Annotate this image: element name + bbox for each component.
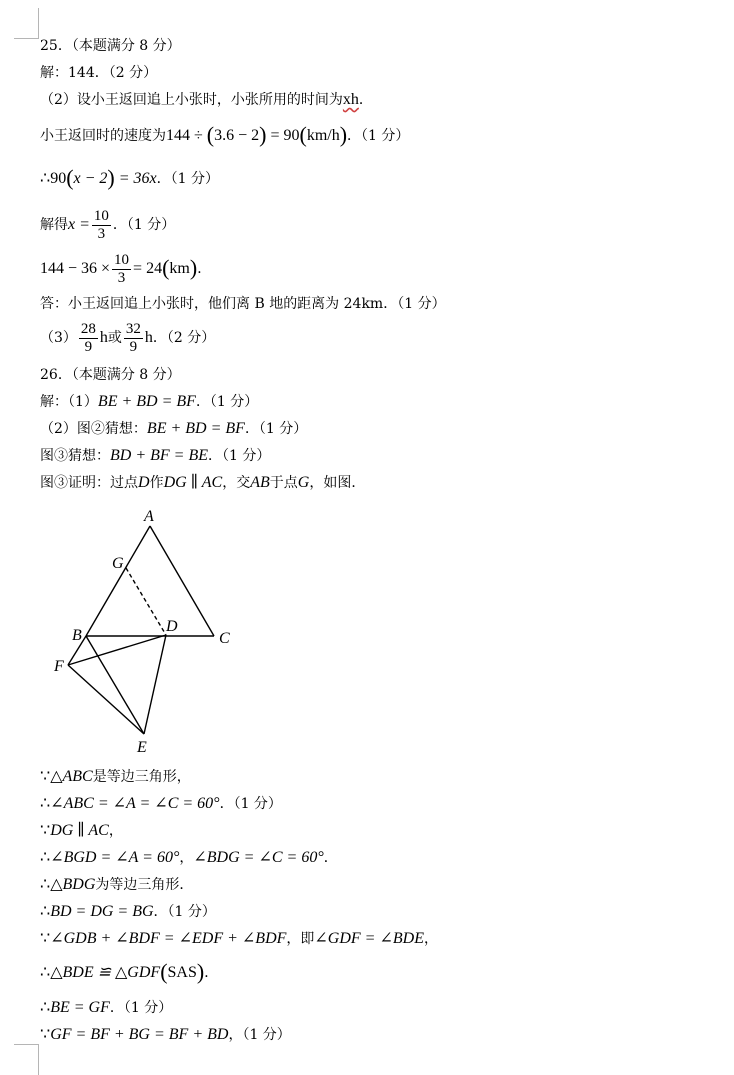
- segment-AC: [150, 526, 214, 636]
- fraction-10-3: $\frac{10}{3}$: [93, 207, 109, 242]
- label-F: F: [54, 658, 64, 675]
- segment-DE: [144, 635, 166, 734]
- label-A: A: [144, 508, 154, 525]
- q25-distance-line: 144 − 36 × $\frac{10}{3}$ = 24(km)．: [40, 251, 212, 286]
- q25-header: 25．（本题满分 8 分）: [40, 38, 181, 54]
- geometry-figure: [44, 500, 244, 760]
- q25-part2-intro: （2）设小王返回追上小张时，小张所用的时间为xh．: [40, 91, 373, 108]
- proof-step-10: ∵GF = BF + BG = BF + BD，（1 分）: [40, 1026, 291, 1043]
- q26-proof-intro: 图③证明：过点D作DG ∥ AC，交AB于点G，如图．: [40, 474, 366, 491]
- proof-step-7: ∵∠GDB + ∠BDF = ∠EDF + ∠BDF，即∠GDF = ∠BDE，: [40, 930, 438, 947]
- segment-FD: [68, 635, 166, 665]
- fraction-28-9: $\frac{28}{9}$: [80, 320, 96, 355]
- proof-step-5: ∴△BDG为等边三角形．: [40, 876, 194, 893]
- proof-step-4: ∴∠BGD = ∠A = 60°，∠BDG = ∠C = 60°．: [40, 849, 338, 866]
- fraction-32-9: $\frac{32}{9}$: [125, 320, 141, 355]
- proof-step-9: ∴BE = GF．（1 分）: [40, 999, 173, 1016]
- q25-speed-line: 小王返回时的速度为144 ÷ (3.6 − 2) = 90(km/h)．（1 分）: [40, 122, 410, 147]
- segment-GD-dashed: [126, 568, 166, 635]
- q25-final-answer: 答：小王返回追上小张时，他们离 B 地的距离为 24km．（1 分）: [40, 296, 446, 312]
- proof-step-8: ∴△BDE ≌ △GDF(SAS)．: [40, 959, 219, 984]
- segment-FE: [68, 665, 144, 734]
- segment-AB: [86, 526, 150, 636]
- q25-answer-1: 解：144．（2 分）: [40, 65, 158, 81]
- label-D: D: [166, 618, 178, 635]
- proof-step-6: ∴BD = DG = BG．（1 分）: [40, 903, 216, 920]
- proof-step-1: ∵△ABC是等边三角形，: [40, 768, 191, 785]
- q26-part1: 解：（1）BE + BD = BF．（1 分）: [40, 393, 259, 410]
- q26-fig3-conjecture: 图③猜想：BD + BF = BE．（1 分）: [40, 447, 271, 464]
- q25-equation-line: ∴90(x − 2) = 36x．（1 分）: [40, 165, 220, 190]
- label-B: B: [72, 627, 82, 644]
- q26-header: 26．（本题满分 8 分）: [40, 367, 181, 383]
- page-corner-mark-top: [14, 8, 39, 39]
- proof-step-2: ∴∠ABC = ∠A = ∠C = 60°．（1 分）: [40, 795, 282, 812]
- q25-solve-line: 解得x = $\frac{10}{3}$ ．（1 分）: [40, 207, 176, 242]
- page-corner-mark-bottom: [14, 1044, 39, 1075]
- q26-part2: （2）图②猜想：BE + BD = BF．（1 分）: [40, 420, 308, 437]
- proof-step-3: ∵DG ∥ AC，: [40, 822, 123, 839]
- label-G: G: [112, 555, 124, 572]
- fraction-10-3-distance: $\frac{10}{3}$: [114, 251, 130, 286]
- label-E: E: [137, 739, 147, 756]
- q25-part3: （3） $\frac{28}{9}$ h或 $\frac{32}{9}$ h．（2 分）: [40, 320, 216, 355]
- variable-xh: xh: [342, 91, 359, 108]
- label-C: C: [219, 630, 230, 647]
